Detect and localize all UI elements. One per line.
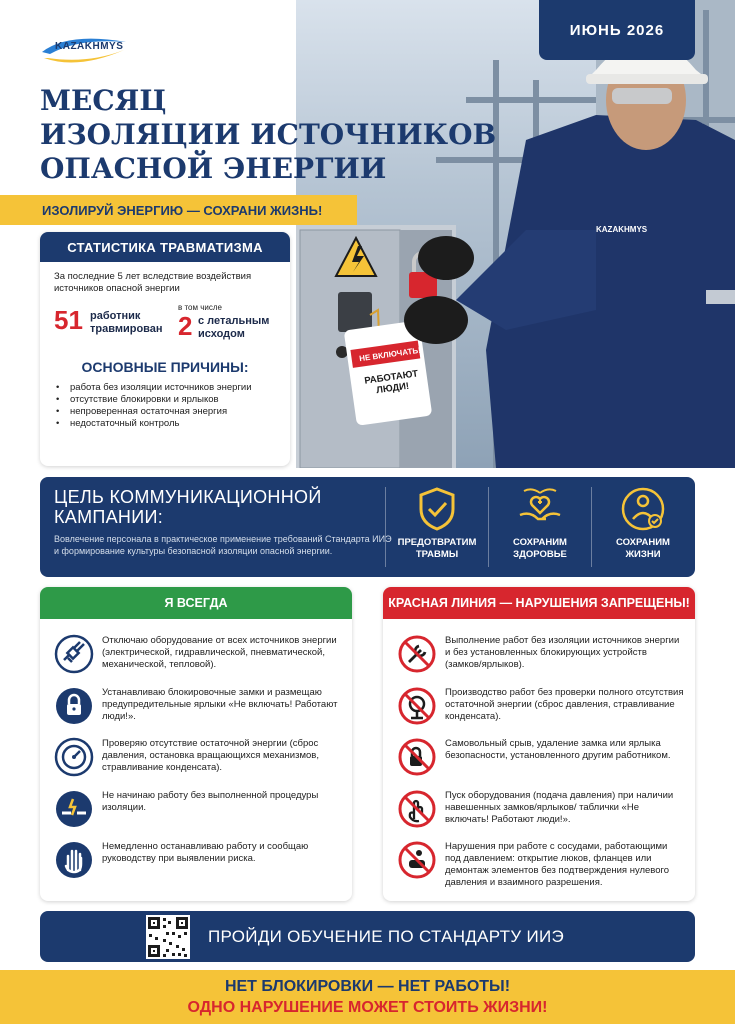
fatal-count: 2: [178, 311, 193, 341]
goal-title: ЦЕЛЬ КОММУНИКАЦИОННОЙ КАМПАНИИ:: [54, 487, 322, 527]
footer-banner: [0, 970, 735, 1024]
list-item: • отсутствие блокировки и ярлыков: [56, 394, 276, 406]
list-item: Производство работ без проверки полного отсутствия остаточной энергии (сброс давления, стравливание конденсата).: [383, 681, 695, 733]
always-heading: Я ВСЕГДА: [40, 587, 352, 619]
hero-photo: [296, 0, 735, 468]
person-care-icon: [619, 485, 667, 533]
training-cta-banner[interactable]: [40, 911, 695, 962]
goal-text: Вовлечение персонала в практическое применение требований Стандарта ИИЭ и формирование культуры безопасной изоляции опасной энергии.: [54, 534, 392, 556]
goal-item-prevent-injuries: [388, 485, 486, 571]
stop-hand-icon: [54, 840, 94, 880]
stats-intro: За последние 5 лет вследствие воздействия источников опасной энергии: [54, 271, 252, 294]
footer-line-2: ОДНО НАРУШЕНИЕ МОЖЕТ СТОИТЬ ЖИЗНИ!: [187, 999, 548, 1016]
no-gauge-icon: [397, 686, 437, 726]
qr-code-icon[interactable]: [146, 915, 190, 959]
company-logo-text: KAZAKHMYS: [55, 41, 124, 52]
date-badge: ИЮНЬ 2026: [539, 0, 695, 60]
list-item: Нарушения при работе с сосудами, работающими под давлением: открытие люков, фланцев или демонтаж элементов без подтверждения нулевого давления и взаимного разрешения.: [383, 835, 695, 887]
divider: [488, 487, 489, 567]
tag-warning-text: РАБОТАЮТ ЛЮДИ!: [363, 368, 419, 397]
no-start-icon: [397, 789, 437, 829]
divider: [591, 487, 592, 567]
no-pressure-vessel-icon: [397, 840, 437, 880]
injured-label: работник травмирован: [90, 310, 163, 335]
goal-item-label: СОХРАНИМ ЗДОРОВЬЕ: [513, 537, 567, 560]
campaign-goal-band: [40, 477, 695, 577]
footer-line-1: НЕТ БЛОКИРОВКИ — НЕТ РАБОТЫ!: [224, 978, 511, 995]
redline-heading: КРАСНАЯ ЛИНИЯ — НАРУШЕНИЯ ЗАПРЕЩЕНЫ!: [383, 587, 695, 619]
goal-item-save-health: [491, 485, 589, 571]
list-item: Проверяю отсутствие остаточной энергии (сброс давления, остановка вращающихся механизмов, стравливание конденсата).: [40, 732, 352, 784]
list-item: Отключаю оборудование от всех источников энергии (электрической, гидравлической, пневматической, механической, тепловой).: [40, 629, 352, 681]
injured-count: 51: [54, 305, 83, 335]
no-wrench-icon: [397, 634, 437, 674]
unplug-icon: [54, 634, 94, 674]
stats-card: [40, 232, 290, 466]
goal-item-label: СОХРАНИМ ЖИЗНИ: [616, 537, 670, 560]
padlock-icon: [54, 686, 94, 726]
goal-item-save-lives: [594, 485, 692, 571]
disconnect-icon: [54, 789, 94, 829]
tag-warning-red: НЕ ВКЛЮЧАТЬ!: [358, 345, 422, 364]
fatal-label: с летальным исходом: [198, 315, 270, 340]
redline-column: [383, 587, 695, 901]
list-item: Не начинаю работу без выполненной процедуры изоляции.: [40, 784, 352, 836]
list-item: Устанавливаю блокировочные замки и размещаю предупредительные ярлыки «Не включать! Работают люди!».: [40, 681, 352, 733]
causes-heading: ОСНОВНЫЕ ПРИЧИНЫ:: [81, 359, 249, 375]
cta-text[interactable]: ПРОЙДИ ОБУЧЕНИЕ ПО СТАНДАРТУ ИИЭ: [208, 926, 564, 946]
gauge-icon: [54, 737, 94, 777]
shield-check-icon: [413, 485, 461, 533]
stats-numbers: [40, 301, 290, 345]
list-item: Выполнение работ без изоляции источников энергии и без установленных блокирующих устройств (замков/ярлыков).: [383, 629, 695, 681]
list-item: Пуск оборудования (подача давления) при наличии навешенных замков/ярлыков/ таблички «Не включать! Работают люди!».: [383, 784, 695, 836]
jacket-logo: KAZAKHMYS: [596, 225, 648, 234]
stats-heading: СТАТИСТИКА ТРАВМАТИЗМА: [40, 232, 290, 262]
always-column: [40, 587, 352, 901]
no-lock-removal-icon: [397, 737, 437, 777]
hands-heart-icon: [516, 485, 564, 533]
list-item: Самовольный срыв, удаление замка или ярлыка безопасности, установленного другим работником.: [383, 732, 695, 784]
list-item: • работа без изоляции источников энергии: [56, 382, 276, 394]
page-title: МЕСЯЦ ИЗОЛЯЦИИ ИСТОЧНИКОВ ОПАСНОЙ ЭНЕРГИИ: [40, 84, 497, 185]
slogan-banner: ИЗОЛИРУЙ ЭНЕРГИЮ — СОХРАНИ ЖИЗНЬ!: [0, 195, 357, 225]
list-item: • непроверенная остаточная энергия: [56, 406, 276, 418]
list-item: • недостаточный контроль: [56, 418, 276, 430]
goal-item-label: ПРЕДОТВРАТИМ ТРАВМЫ: [397, 537, 477, 560]
including-label: в том числе: [178, 303, 222, 312]
causes-list: [40, 375, 290, 430]
list-item: Немедленно останавливаю работу и сообщаю руководству при выявлении риска.: [40, 835, 352, 887]
divider: [385, 487, 386, 567]
